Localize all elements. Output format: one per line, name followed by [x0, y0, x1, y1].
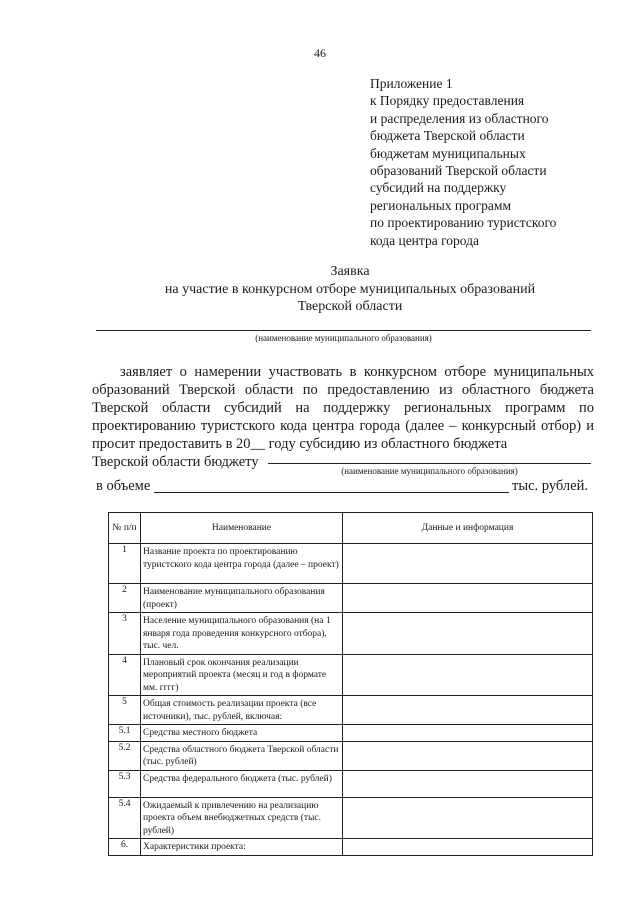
- table-row: [109, 654, 593, 696]
- row-number: 4: [109, 654, 141, 696]
- table-row: [109, 741, 593, 770]
- budget-caption: (наименование муниципального образования): [341, 466, 518, 476]
- header-data: Данные и информация: [343, 513, 593, 544]
- row-value[interactable]: [343, 741, 593, 770]
- row-name: Название проекта по проектированию туристского кода центра города (далее – проект): [141, 544, 343, 584]
- row-value[interactable]: [343, 725, 593, 742]
- row-name: Общая стоимость реализации проекта (все источники), тыс. рублей, включая:: [141, 696, 343, 725]
- appendix-line: региональных программ: [370, 197, 511, 213]
- appendix-line: бюджетам муниципальных: [370, 145, 526, 161]
- table-row: [109, 797, 593, 839]
- appendix-line: к Порядку предоставления: [370, 93, 525, 109]
- row-number: 5.2: [109, 741, 141, 770]
- appendix-line: и распределения из областного: [370, 110, 549, 126]
- document-title: [60, 263, 640, 316]
- row-value[interactable]: [343, 839, 593, 856]
- row-value[interactable]: [343, 770, 593, 797]
- row-name: Наименование муниципального образования (проект): [141, 584, 343, 613]
- table-row: [109, 584, 593, 613]
- appendix-line: образований Тверской области: [370, 163, 547, 179]
- row-name: Ожидаемый к привлечению на реализацию проекта объем внебюджетных средств (тыс. рублей): [141, 797, 343, 839]
- title-line: Заявка: [330, 264, 370, 279]
- title-line: Тверской области: [297, 299, 403, 314]
- table-row: [109, 725, 593, 742]
- table-row: [109, 613, 593, 655]
- appendix-line: по проектированию туристского: [370, 215, 557, 231]
- row-number: 5.1: [109, 725, 141, 742]
- row-number: 2: [109, 584, 141, 613]
- row-number: 5: [109, 696, 141, 725]
- row-name: Средства областного бюджета Тверской области (тыс. рублей): [141, 741, 343, 770]
- municipality-name-line: [96, 330, 591, 331]
- row-name: Средства федерального бюджета (тыс. рублей): [141, 770, 343, 797]
- table-row: [109, 770, 593, 797]
- volume-line: [96, 478, 596, 498]
- row-number: 5.3: [109, 770, 141, 797]
- row-value[interactable]: [343, 584, 593, 613]
- row-name: Плановый срок окончания реализации мероприятий проекта (месяц и год в формате мм. гггг): [141, 654, 343, 696]
- header-number: № п/п: [109, 513, 141, 544]
- row-number: 6.: [109, 839, 141, 856]
- table-row: [109, 544, 593, 584]
- row-number: 3: [109, 613, 141, 655]
- appendix-line: субсидий на поддержку: [370, 180, 507, 196]
- appendix-line: кода центра города: [370, 232, 480, 248]
- statement-last-line: Тверской области бюджету: [92, 454, 259, 470]
- application-table: [108, 512, 593, 856]
- appendix-line: Приложение 1: [370, 76, 453, 91]
- volume-blank: [154, 492, 509, 493]
- row-name: Характеристики проекта:: [141, 839, 343, 856]
- row-value[interactable]: [343, 797, 593, 839]
- title-line: на участие в конкурсном отборе муниципальных образований: [164, 281, 536, 297]
- application-statement: [92, 363, 594, 471]
- table-header-row: [109, 513, 593, 544]
- table-row: [109, 839, 593, 856]
- row-value[interactable]: [343, 613, 593, 655]
- header-name: Наименование: [141, 513, 343, 544]
- row-number: 1: [109, 544, 141, 584]
- row-value[interactable]: [343, 654, 593, 696]
- appendix-header: [370, 75, 620, 249]
- page-number: 46: [314, 46, 326, 60]
- municipality-caption: (наименование муниципального образования): [255, 333, 432, 343]
- row-name: Средства местного бюджета: [141, 725, 343, 742]
- table-row: [109, 696, 593, 725]
- statement-paragraph: заявляет о намерении участвовать в конкурсном отборе муниципальных образований Тверской области по предоставлению из областного бюджета Тверской области субсидий на поддержку региональных программ по проектированию туристского кода центра города (далее – конкурсный отбор) и просит предоставить в 20__ году субсидию из областного бюджета: [92, 364, 594, 452]
- volume-unit: тыс. рублей.: [512, 478, 588, 494]
- row-number: 5.4: [109, 797, 141, 839]
- row-value[interactable]: [343, 544, 593, 584]
- volume-label: в объеме: [96, 478, 151, 494]
- budget-recipient-line: [268, 463, 591, 464]
- row-name: Население муниципального образования (на 1 января года проведения конкурсного отбора), тыс. чел.: [141, 613, 343, 655]
- appendix-line: бюджета Тверской области: [370, 128, 525, 144]
- row-value[interactable]: [343, 696, 593, 725]
